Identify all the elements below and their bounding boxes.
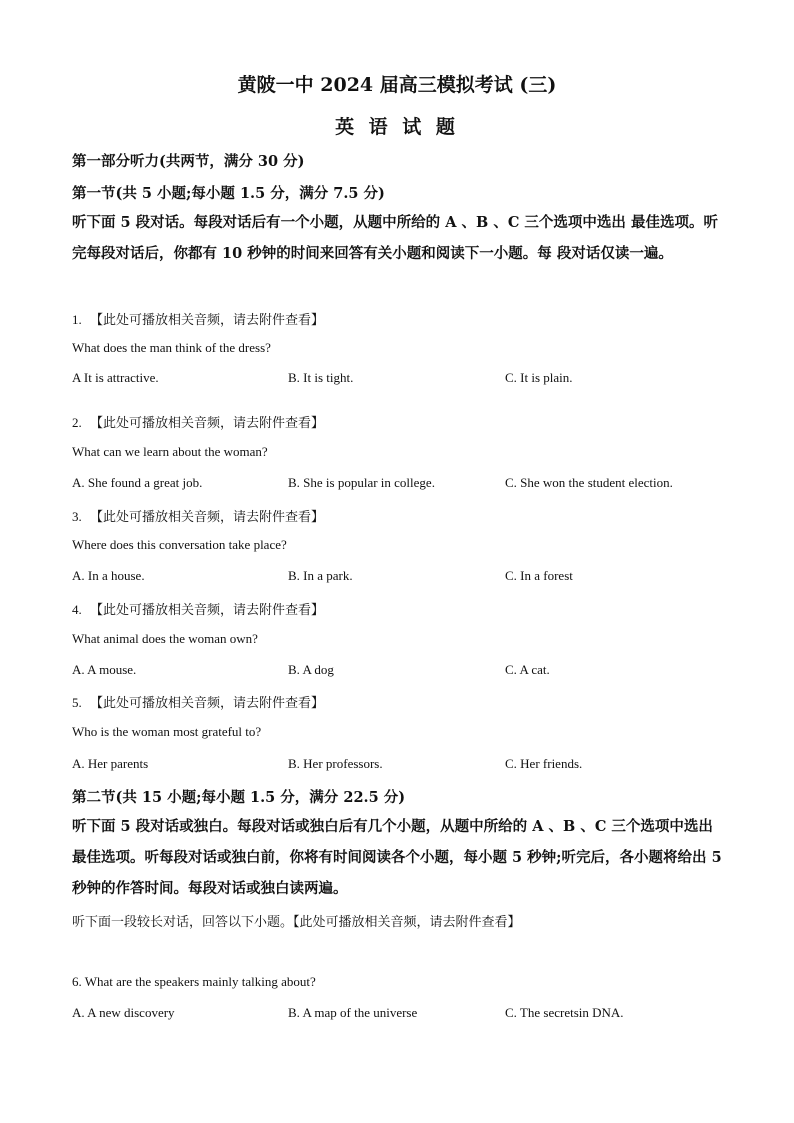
question-5-option-b: B. Her professors.: [288, 756, 383, 771]
question-4-option-b: B. A dog: [288, 662, 334, 677]
question-3-text: Where does this conversation take place?: [72, 537, 287, 552]
audio-note: 【此处可播放相关音频，请去附件查看】: [90, 603, 325, 618]
question-1-text: What does the man think of the dress?: [72, 340, 271, 355]
question-1-audio: 1. 【此处可播放相关音频，请去附件查看】: [72, 312, 325, 328]
question-4-option-c: C. A cat.: [505, 662, 550, 677]
audio-note: 【此处可播放相关音频，请去附件查看】: [90, 313, 325, 328]
question-4-audio: 4. 【此处可播放相关音频，请去附件查看】: [72, 602, 325, 618]
question-2-option-c: C. She won the student election.: [505, 475, 673, 490]
question-2-audio: 2. 【此处可播放相关音频，请去附件查看】: [72, 415, 325, 431]
question-1-option-a: A It is attractive.: [72, 370, 159, 385]
question-5-audio: 5. 【此处可播放相关音频，请去附件查看】: [72, 695, 325, 711]
question-3-option-a: A. In a house.: [72, 568, 145, 583]
question-2-text: What can we learn about the woman?: [72, 444, 268, 459]
question-2-option-a: A. She found a great job.: [72, 475, 203, 490]
section1-instruction: 听下面 5 段对话。每段对话后有一个小题，从题中所给的 A 、B 、C 三个选项中选出 最佳选项。听完每段对话后，你都有 10 秒钟的时间来回答有关小题和阅读下一小题。每 段对话仅读一遍。: [72, 214, 718, 262]
question-5-option-a: A. Her parents: [72, 756, 149, 771]
section1-heading: 第一节(共 5 小题;每小题 1.5 分，满分 7.5 分): [72, 185, 385, 202]
audio-note: 【此处可播放相关音频，请去附件查看】: [90, 416, 325, 431]
subject-title: 英 语 试 题: [335, 116, 459, 138]
question-1-option-b: B. It is tight.: [288, 370, 354, 385]
question-6-option-c: C. The secretsin DNA.: [505, 1005, 624, 1020]
question-3-option-b: B. In a park.: [288, 568, 353, 583]
section2-audio-note: 听下面一段较长对话，回答以下小题。【此处可播放相关音频，请去附件查看】: [72, 915, 521, 930]
question-4-text: What animal does the woman own?: [72, 631, 258, 646]
question-6-option-a: A. A new discovery: [72, 1005, 175, 1020]
question-5-option-c: C. Her friends.: [505, 756, 583, 771]
audio-note: 【此处可播放相关音频，请去附件查看】: [90, 696, 325, 711]
section2-instruction: 听下面 5 段对话或独白。每段对话或独白后有几个小题，从题中所给的 A 、B 、C 三个选项中选出最佳选项。听每段对话或独白前，你将有时间阅读各个小题，每小题 5 秒钟;听完后，各小题将给出 5 秒钟的作答时间。每段对话或独白读两遍。: [72, 818, 722, 897]
question-5-text: Who is the woman most grateful to?: [72, 724, 262, 739]
question-6-text: 6. What are the speakers mainly talking about?: [72, 974, 316, 989]
part1-heading: 第一部分听力(共两节，满分 30 分): [72, 153, 305, 170]
question-3-option-c: C. In a forest: [505, 568, 573, 583]
question-2-option-b: B. She is popular in college.: [288, 475, 435, 490]
exam-title: 黄陂一中 2024 届高三模拟考试 (三): [237, 74, 557, 96]
audio-note: 【此处可播放相关音频，请去附件查看】: [90, 510, 325, 525]
question-1-option-c: C. It is plain.: [505, 370, 573, 385]
question-6-option-b: B. A map of the universe: [288, 1005, 418, 1020]
section2-heading: 第二节(共 15 小题;每小题 1.5 分，满分 22.5 分): [72, 789, 406, 806]
question-4-option-a: A. A mouse.: [72, 662, 137, 677]
question-3-audio: 3. 【此处可播放相关音频，请去附件查看】: [72, 509, 325, 525]
